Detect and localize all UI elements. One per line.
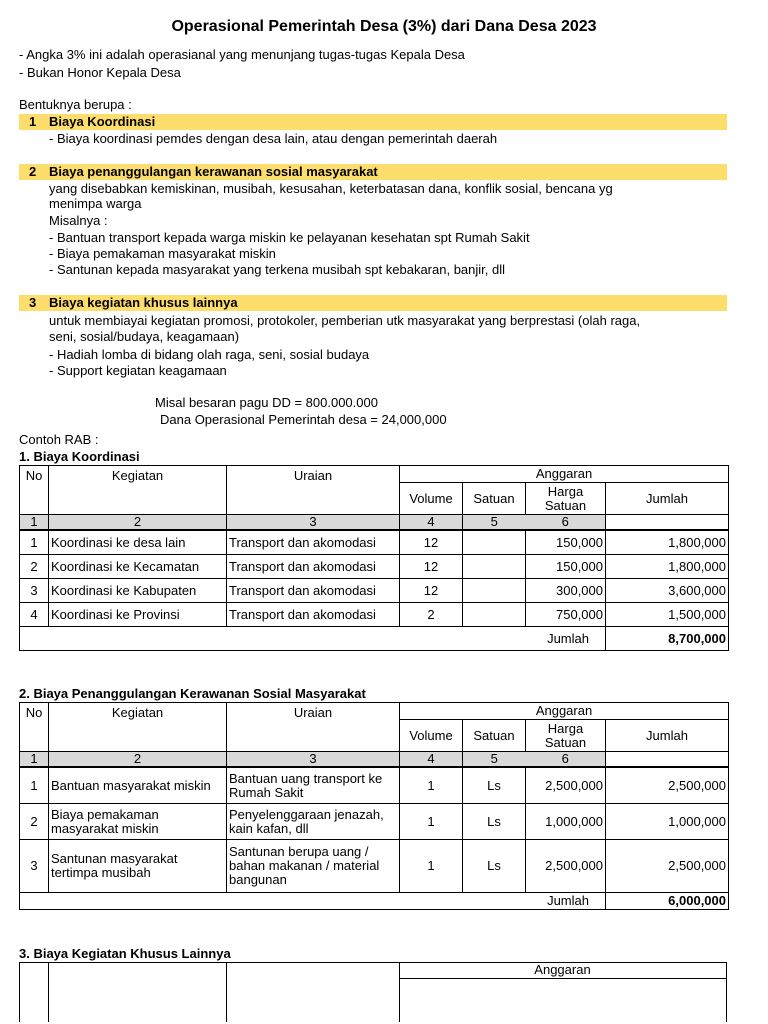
table-2-title: 2. Biaya Penanggulangan Kerawanan Sosial Masyarakat [19,686,366,701]
table-1-body [19,530,729,651]
col-num: 5 [463,515,526,530]
section-2-header [19,164,727,180]
table-1 [19,465,729,530]
section-3-line: - Hadiah lomba di bidang olah raga, seni, sosial budaya [49,347,370,362]
header-jumlah: Jumlah [606,720,729,752]
col-num: 2 [49,515,227,530]
total-value: 6,000,000 [606,893,729,910]
header-no: No [20,466,49,515]
table-2 [19,702,729,767]
section-1-number: 1 [29,114,37,129]
table-row: 1 Koordinasi ke desa lain Transport dan akomodasi 12 150,000 1,800,000 [20,531,729,555]
col-num: 3 [227,752,400,767]
section-3-line: - Support kegiatan keagamaan [49,363,227,378]
header-uraian: Uraian [227,703,400,752]
section-1-title: Biaya Koordinasi [49,114,156,129]
col-num: 2 [49,752,227,767]
section-3-line: untuk membiayai kegiatan promosi, protokoler, pemberian utk masyarakat yang berprestasi (olah raga, [49,313,641,328]
intro-line-1: - Angka 3% ini adalah operasianal yang menunjang tugas-tugas Kepala Desa [19,47,465,62]
section-3-header [19,295,727,311]
header-satuan: Satuan [463,720,526,752]
table-row: 2 Biaya pemakaman masyarakat miskin Penyelenggaraan jenazah, kain kafan, dll 1 Ls 1,000,000 1,000,000 [20,804,729,840]
section-2-line: Misalnya : [49,213,108,228]
col-num: 6 [526,752,606,767]
contoh-rab-label: Contoh RAB : [19,432,99,447]
section-1-header [19,114,727,130]
col-num: 1 [20,752,49,767]
dana-operasional: Dana Operasional Pemerintah desa = 24,000,000 [160,412,447,427]
table-row: 2 Koordinasi ke Kecamatan Transport dan akomodasi 12 150,000 1,800,000 [20,555,729,579]
header-anggaran: Anggaran [534,962,591,977]
section-2-line: - Bantuan transport kepada warga miskin ke pelayanan kesehatan spt Rumah Sakit [49,230,530,245]
header-volume: Volume [400,483,463,515]
table-row: 1 Bantuan masyarakat miskin Bantuan uang transport ke Rumah Sakit 1 Ls 2,500,000 2,500,000 [20,768,729,804]
header-uraian: Uraian [227,466,400,515]
table-total-row [20,893,729,910]
header-kegiatan: Kegiatan [49,703,227,752]
misal-pagu: Misal besaran pagu DD = 800.000.000 [155,395,378,410]
header-anggaran: Anggaran [400,703,729,720]
col-num: 1 [20,515,49,530]
header-harga-satuan: Harga Satuan [526,720,606,752]
table-1-title: 1. Biaya Koordinasi [19,449,140,464]
total-value: 8,700,000 [606,627,729,651]
section-2-line: menimpa warga [49,196,142,211]
col-num: 5 [463,752,526,767]
section-2-number: 2 [29,164,37,179]
col-num: 3 [227,515,400,530]
section-1-line: - Biaya koordinasi pemdes dengan desa lain, atau dengan pemerintah daerah [49,131,498,146]
section-2-line: - Biaya pemakaman masyarakat miskin [49,246,276,261]
header-satuan: Satuan [463,483,526,515]
header-kegiatan: Kegiatan [49,466,227,515]
section-3-line: seni, sosial/budaya, keagamaan) [49,329,240,344]
table-3 [19,962,727,1022]
section-2-title: Biaya penanggulangan kerawanan sosial masyarakat [49,164,378,179]
bentuk-label: Bentuknya berupa : [19,97,132,112]
table-row: 4 Koordinasi ke Provinsi Transport dan akomodasi 2 750,000 1,500,000 [20,603,729,627]
table-2-body [19,767,729,910]
total-label: Jumlah [20,893,606,910]
table-3-title: 3. Biaya Kegiatan Khusus Lainnya [19,946,231,961]
header-harga-satuan: Harga Satuan [526,483,606,515]
intro-line-2: - Bukan Honor Kepala Desa [19,65,181,80]
table-row: 3 Santunan masyarakat tertimpa musibah Santunan berupa uang / bahan makanan / material bangunan 1 Ls 2,500,000 2,500,000 [20,840,729,893]
section-3-title: Biaya kegiatan khusus lainnya [49,295,238,310]
col-num: 4 [400,752,463,767]
header-volume: Volume [400,720,463,752]
page-title: Operasional Pemerintah Desa (3%) dari Dana Desa 2023 [171,18,597,35]
table-row: 3 Koordinasi ke Kabupaten Transport dan akomodasi 12 300,000 3,600,000 [20,579,729,603]
header-jumlah: Jumlah [606,483,729,515]
section-2-line: - Santunan kepada masyarakat yang terkena musibah spt kebakaran, banjir, dll [49,262,505,277]
section-3-number: 3 [29,295,37,310]
table-total-row [20,627,729,651]
section-2-line: yang disebabkan kemiskinan, musibah, kesusahan, keterbatasan dana, konflik sosial, bencana yg [49,181,613,196]
header-anggaran: Anggaran [400,466,729,483]
col-num: 4 [400,515,463,530]
col-num: 6 [526,515,606,530]
total-label: Jumlah [20,627,606,651]
header-no: No [20,703,49,752]
